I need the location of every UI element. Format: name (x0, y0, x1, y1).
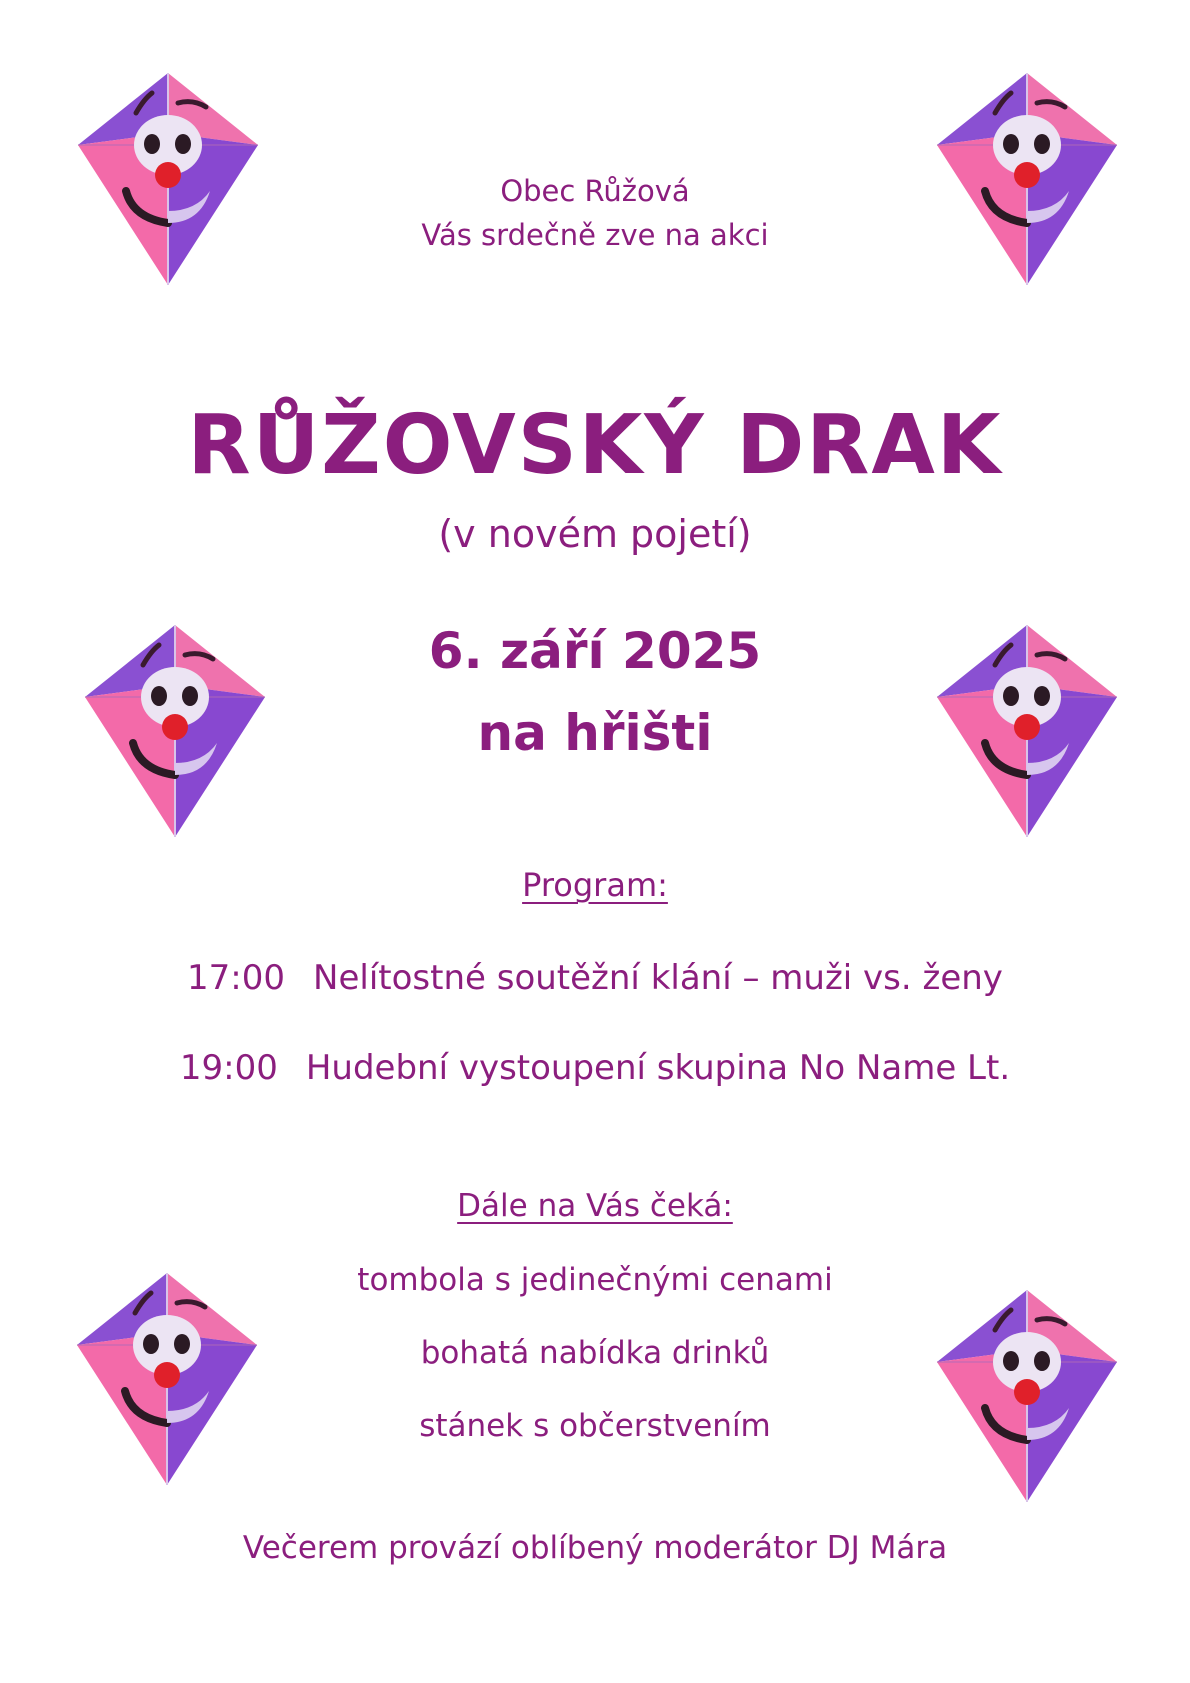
kite-icon (77, 1273, 257, 1485)
event-title: RŮŽOVSKÝ DRAK (187, 398, 1003, 493)
extras-item: bohatá nabídka drinků (420, 1335, 770, 1371)
program-heading: Program: (522, 866, 668, 904)
event-subtitle: (v novém pojetí) (438, 512, 752, 556)
kite-icon (937, 1290, 1117, 1502)
extras-item: tombola s jedinečnými cenami (357, 1262, 833, 1298)
program-text: Nelítostné soutěžní klání – muži vs. ženy (313, 958, 1003, 998)
program-text: Hudební vystoupení skupina No Name Lt. (305, 1048, 1011, 1088)
program-time: 19:00 (179, 1048, 278, 1088)
extras-heading: Dále na Vás čeká: (457, 1188, 733, 1224)
invitation-text: Vás srdečně zve na akci (421, 218, 769, 252)
extras-item: stánek s občerstvením (419, 1408, 771, 1444)
event-date: 6. září 2025 (428, 622, 762, 680)
organizer-text: Obec Růžová (500, 174, 690, 208)
program-time: 17:00 (187, 958, 286, 998)
event-place: na hřišti (477, 704, 713, 762)
program-item (0, 958, 1190, 998)
footer-note: Večerem provází oblíbený moderátor DJ Mára (242, 1530, 948, 1566)
program-item (0, 1048, 1190, 1088)
